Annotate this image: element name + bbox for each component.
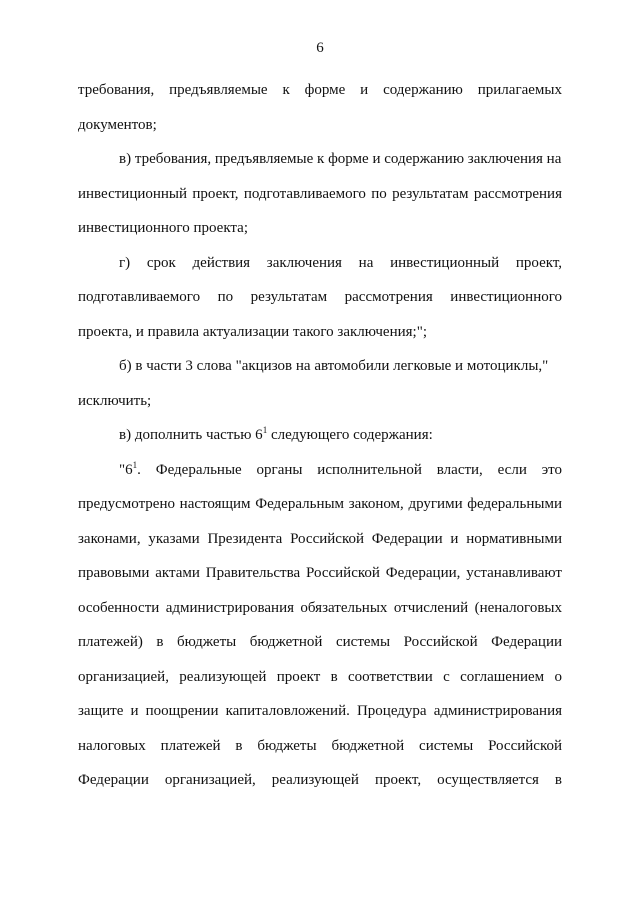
text-line: требования, предъявляемые к форме и содержанию прилагаемых bbox=[78, 82, 562, 98]
text-line: в) требования, предъявляемые к форме и содержанию заключения на bbox=[119, 151, 562, 167]
text-line: инвестиционный проект, подготавливаемого по результатам рассмотрения bbox=[78, 185, 562, 202]
text-line: подготавливаемого по результатам рассмотрения инвестиционного bbox=[78, 289, 562, 305]
text-line: особенности администрирования обязательных отчислений (неналоговых bbox=[78, 599, 562, 616]
text-line: организацией, реализующей проект в соответствии с соглашением о bbox=[78, 668, 562, 685]
text-line: налоговых платежей в бюджеты бюджетной системы Российской bbox=[78, 737, 562, 754]
text-line: проекта, и правила актуализации такого заключения;"; bbox=[78, 323, 427, 340]
text-line: защите и поощрении капиталовложений. Процедура администрирования bbox=[78, 703, 562, 719]
page-number: 6 bbox=[316, 40, 324, 56]
text-line: в) дополнить частью $6^1$ следующего содержания: bbox=[119, 425, 433, 443]
text-line: документов; bbox=[78, 116, 157, 133]
text-line: б) в части 3 слова "акцизов на автомобили легковые и мотоциклы," bbox=[119, 358, 549, 374]
text-line: Федерации организацией, реализующей проект, осуществляется в bbox=[78, 772, 562, 788]
text-line: платежей) в бюджеты бюджетной системы Российской Федерации bbox=[78, 634, 562, 650]
text-line: "$6^1$. Федеральные органы исполнительной власти, если это bbox=[119, 459, 562, 478]
text-line: законами, указами Президента Российской Федерации и нормативными bbox=[78, 530, 562, 547]
text-line: правовыми актами Правительства Российской Федерации, устанавливают bbox=[78, 565, 562, 581]
document-body bbox=[78, 73, 562, 798]
text-line: инвестиционного проекта; bbox=[78, 220, 248, 236]
text-line: исключить; bbox=[78, 392, 152, 409]
text-line: г) срок действия заключения на инвестиционный проект, bbox=[119, 254, 562, 271]
text-line: предусмотрено настоящим Федеральным законом, другими федеральными bbox=[78, 496, 562, 512]
